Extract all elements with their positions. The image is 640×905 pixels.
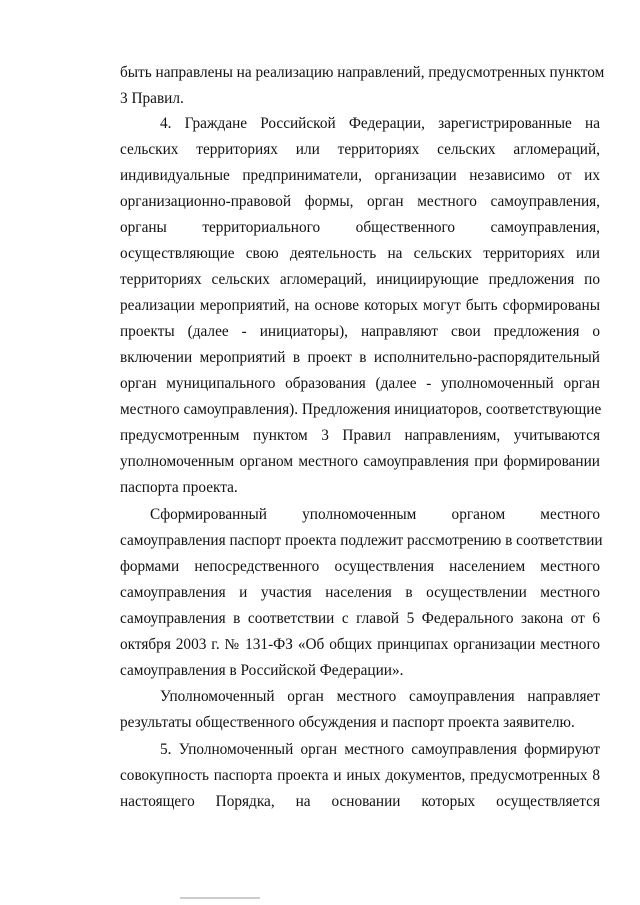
- text-line: включении мероприятий в проект в исполнительно-распорядительный: [120, 349, 600, 366]
- text-line: паспорта проекта.: [120, 479, 238, 496]
- text-line: орган муниципального образования (далее - уполномоченный орган: [120, 375, 600, 392]
- text-line: органы территориального общественного самоуправления,: [120, 219, 600, 236]
- text-line: сельских территориях или территориях сельских агломераций,: [120, 141, 600, 158]
- text-line: Сформированный уполномоченным органом местного: [150, 506, 600, 523]
- text-line: индивидуальные предприниматели, организации независимо от их: [120, 167, 600, 184]
- text-line: быть направлены на реализацию направлений, предусмотренных пунктом: [120, 64, 605, 81]
- text-line: самоуправления паспорт проекта подлежит рассмотрению в соответствии: [120, 532, 603, 549]
- paragraph-passport: [120, 502, 603, 684]
- text-line: самоуправления в Российской Федерации».: [120, 662, 404, 679]
- text-line: самоуправления и участия населения в осуществлении местного: [120, 584, 600, 601]
- paragraph-continuation: [120, 60, 605, 112]
- text-line: 3 Правил.: [120, 90, 184, 107]
- text-line: совокупность паспорта проекта и иных документов, предусмотренных 8: [120, 767, 600, 784]
- text-line: самоуправления в соответствии с главой 5 Федерального закона от 6: [120, 610, 600, 627]
- paragraph-5: [120, 737, 600, 815]
- scan-artifact: [180, 897, 260, 899]
- text-line: территориях сельских агломераций, инициирующие предложения по: [120, 271, 600, 288]
- text-line: организационно-правовой формы, орган местного самоуправления,: [120, 193, 600, 210]
- text-line: 4. Граждане Российской Федерации, зарегистрированные на: [160, 115, 600, 132]
- text-line: реализации мероприятий, на основе которых могут быть сформированы: [120, 297, 600, 314]
- text-line: 5. Уполномоченный орган местного самоуправления формируют: [160, 741, 600, 758]
- text-line: местного самоуправления). Предложения инициаторов, соответствующие: [120, 401, 602, 418]
- text-line: осуществляющие свою деятельность на сельских территориях или: [120, 245, 600, 262]
- text-line: октября 2003 г. № 131-ФЗ «Об общих принципах организации местного: [120, 636, 600, 653]
- text-line: уполномоченным органом местного самоуправления при формировании: [120, 453, 600, 470]
- text-line: формами непосредственного осуществления населением местного: [120, 558, 600, 575]
- paragraph-results: [120, 684, 600, 736]
- text-line: Уполномоченный орган местного самоуправления направляет: [160, 688, 600, 705]
- paragraph-4: [120, 111, 600, 501]
- text-line: предусмотренным пунктом 3 Правил направлениям, учитываются: [120, 427, 600, 444]
- text-line: проекты (далее - инициаторы), направляют свои предложения о: [120, 323, 600, 340]
- text-line: результаты общественного обсуждения и паспорт проекта заявителю.: [120, 714, 575, 731]
- text-line: настоящего Порядка, на основании которых осуществляется: [120, 793, 600, 810]
